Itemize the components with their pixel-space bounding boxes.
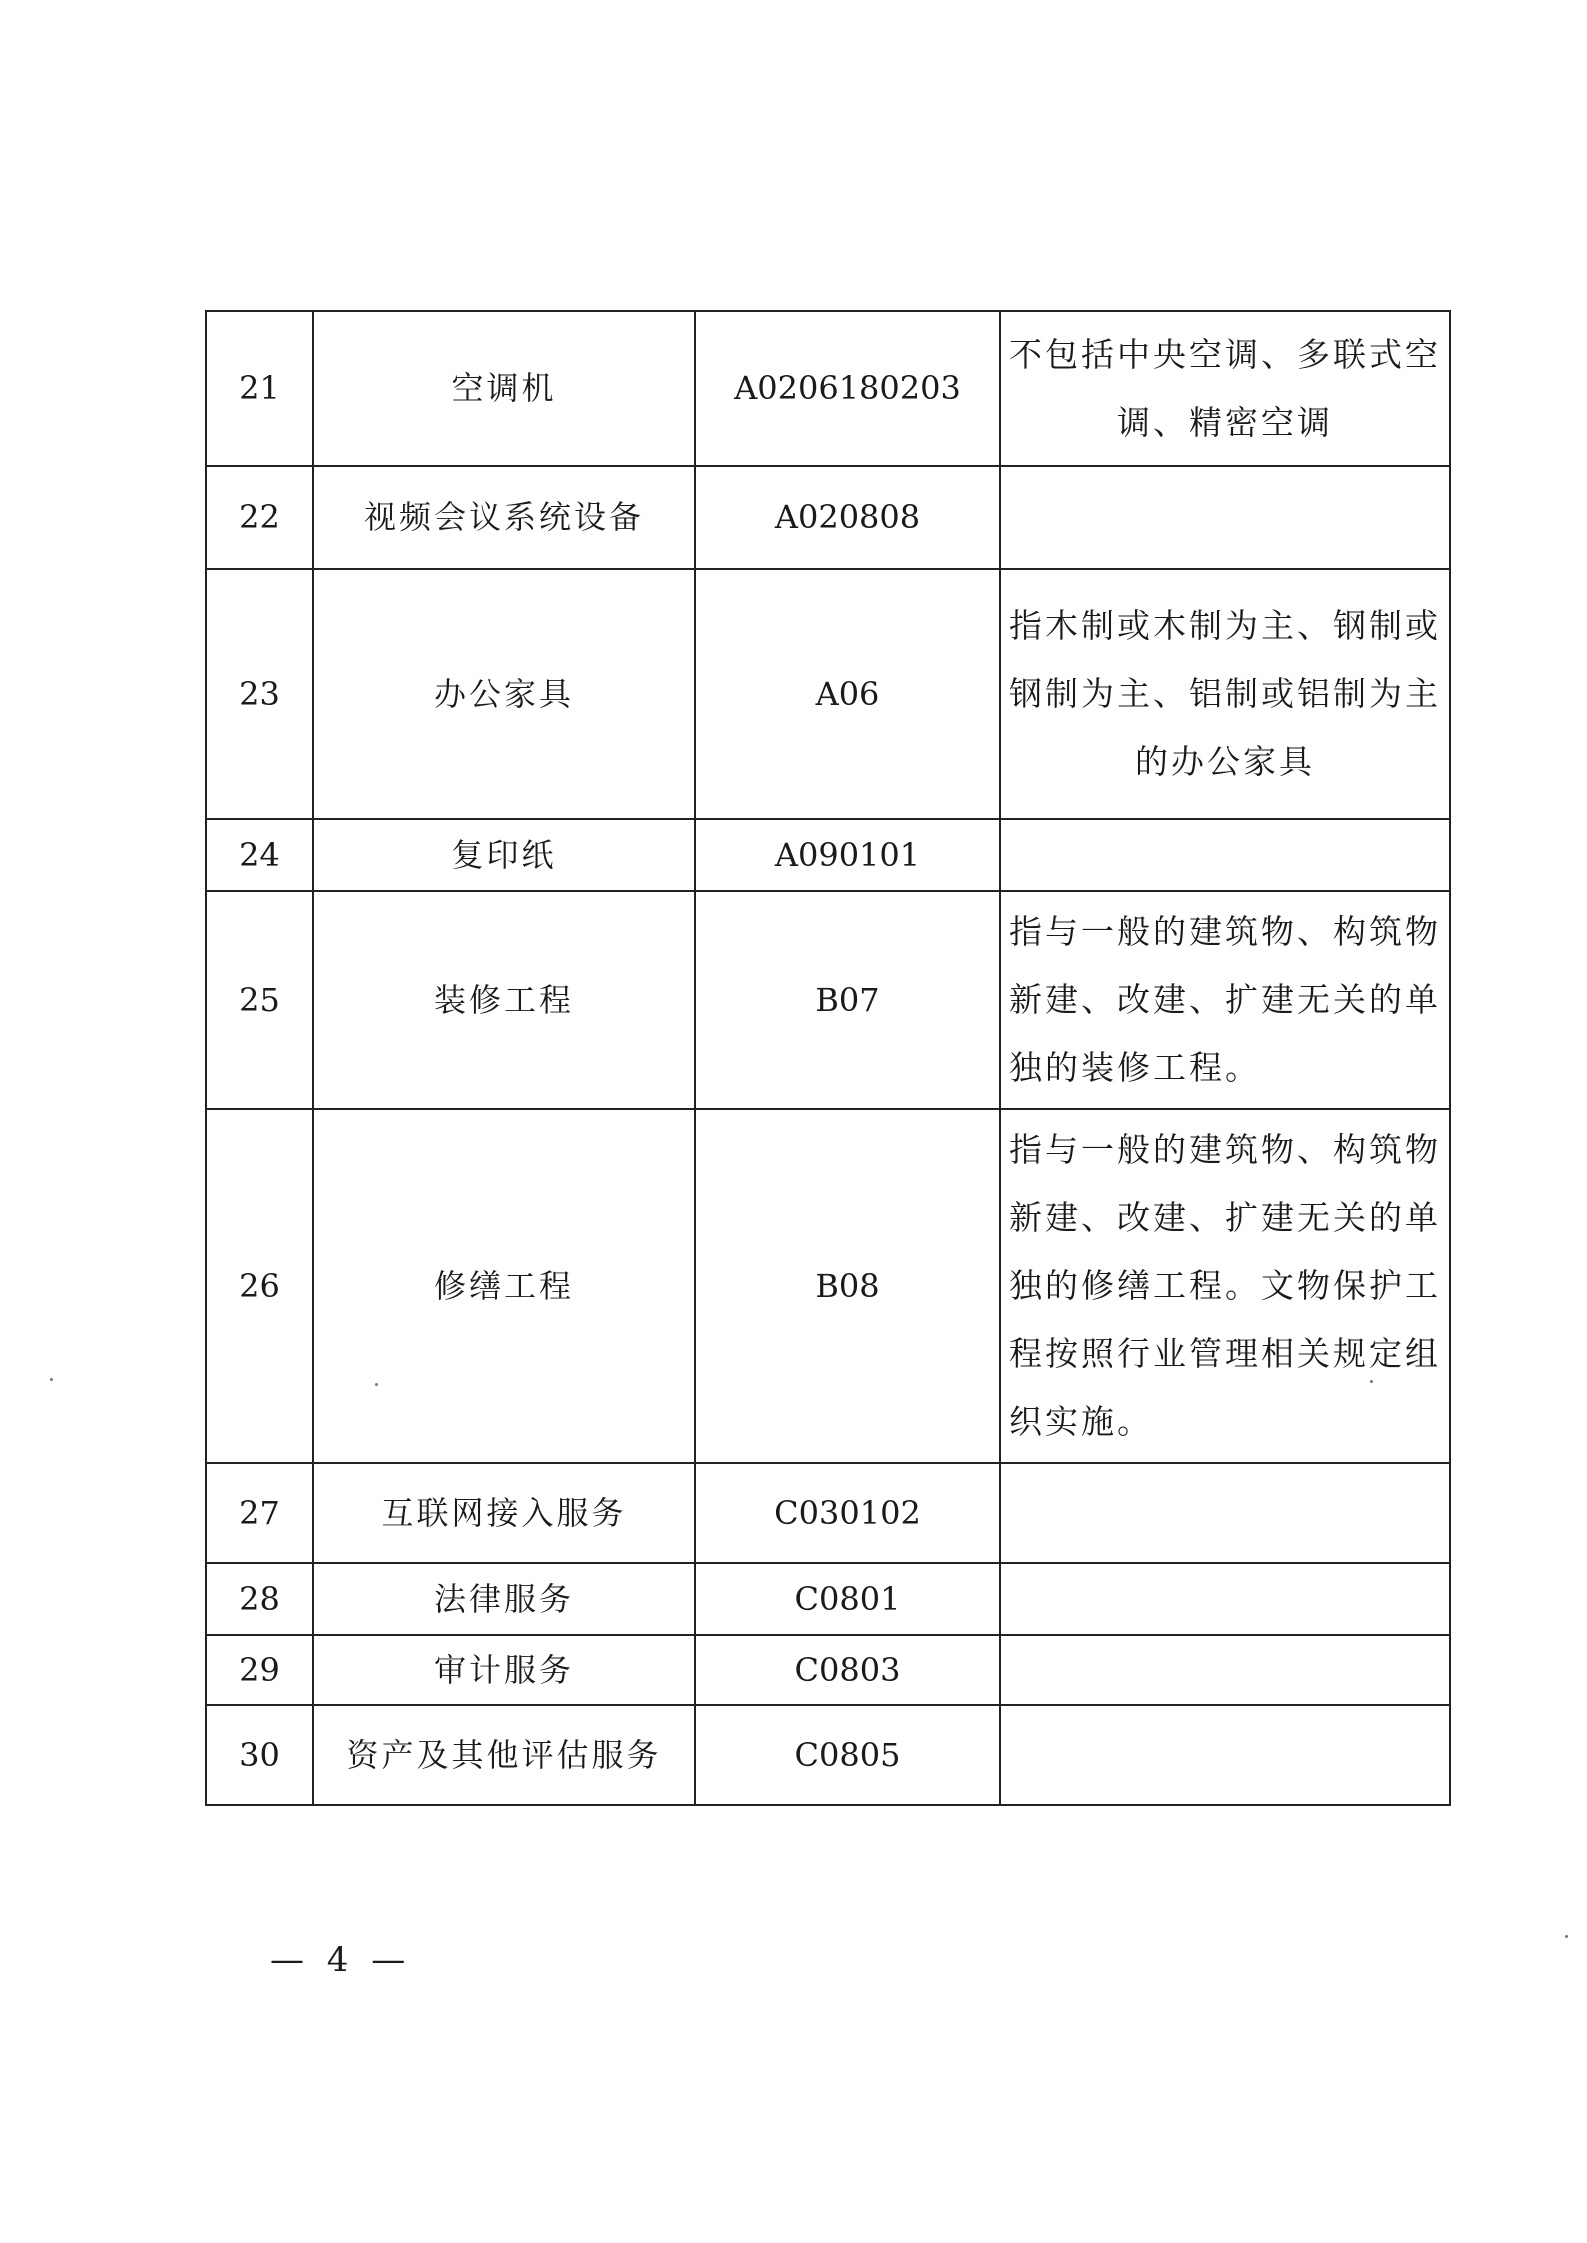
- row-number: 30: [206, 1705, 313, 1805]
- table-row: [206, 1463, 1450, 1563]
- page-number: — 4 —: [270, 1940, 412, 1980]
- row-number: 23: [206, 569, 313, 819]
- item-note: [1000, 819, 1450, 891]
- row-number: 21: [206, 311, 313, 466]
- item-note: [1000, 1109, 1450, 1463]
- item-name: 复印纸: [313, 819, 695, 891]
- scan-speck: [375, 1383, 378, 1386]
- table-row: [206, 311, 1450, 466]
- note-text: 指与一般的建筑物、构筑物新建、改建、扩建无关的单独的装修工程。: [1009, 912, 1441, 1087]
- item-note: [1000, 466, 1450, 569]
- item-note: [1000, 1463, 1450, 1563]
- table-row: [206, 819, 1450, 891]
- item-name: 法律服务: [313, 1563, 695, 1635]
- note-text: 不包括中央空调、多联式空调、精密空调: [1009, 334, 1441, 442]
- procurement-items-table: [205, 310, 1451, 1806]
- table-row: [206, 466, 1450, 569]
- item-code: C0803: [695, 1635, 1000, 1705]
- item-name: 资产及其他评估服务: [313, 1705, 695, 1805]
- item-note: [1000, 311, 1450, 466]
- item-name: 审计服务: [313, 1635, 695, 1705]
- item-code: A0206180203: [695, 311, 1000, 466]
- item-note: [1000, 1635, 1450, 1705]
- item-note: [1000, 1705, 1450, 1805]
- scan-speck: [1565, 1935, 1568, 1938]
- item-note: [1000, 1563, 1450, 1635]
- scan-speck: [1370, 1380, 1373, 1383]
- row-number: 29: [206, 1635, 313, 1705]
- row-number: 28: [206, 1563, 313, 1635]
- table-row: [206, 891, 1450, 1109]
- item-name: 修缮工程: [313, 1109, 695, 1463]
- item-code: B07: [695, 891, 1000, 1109]
- note-text: 指与一般的建筑物、构筑物新建、改建、扩建无关的单独的修缮工程。文物保护工程按照行业管理相关规定组织实施。: [1009, 1130, 1441, 1441]
- item-code: A090101: [695, 819, 1000, 891]
- item-code: C0801: [695, 1563, 1000, 1635]
- note-text: 指木制或木制为主、钢制或钢制为主、铝制或铝制为主的办公家具: [1009, 606, 1441, 781]
- item-note: [1000, 891, 1450, 1109]
- table-row: [206, 1635, 1450, 1705]
- table-row: [206, 1705, 1450, 1805]
- item-code: B08: [695, 1109, 1000, 1463]
- row-number: 27: [206, 1463, 313, 1563]
- item-note: [1000, 569, 1450, 819]
- row-number: 25: [206, 891, 313, 1109]
- table-row: [206, 1109, 1450, 1463]
- item-code: A06: [695, 569, 1000, 819]
- row-number: 22: [206, 466, 313, 569]
- item-name: 空调机: [313, 311, 695, 466]
- item-name: 互联网接入服务: [313, 1463, 695, 1563]
- item-name: 视频会议系统设备: [313, 466, 695, 569]
- item-name: 办公家具: [313, 569, 695, 819]
- item-code: C030102: [695, 1463, 1000, 1563]
- item-code: C0805: [695, 1705, 1000, 1805]
- table-row: [206, 1563, 1450, 1635]
- scan-speck: [50, 1378, 53, 1381]
- row-number: 24: [206, 819, 313, 891]
- item-name: 装修工程: [313, 891, 695, 1109]
- item-code: A020808: [695, 466, 1000, 569]
- row-number: 26: [206, 1109, 313, 1463]
- table-row: [206, 569, 1450, 819]
